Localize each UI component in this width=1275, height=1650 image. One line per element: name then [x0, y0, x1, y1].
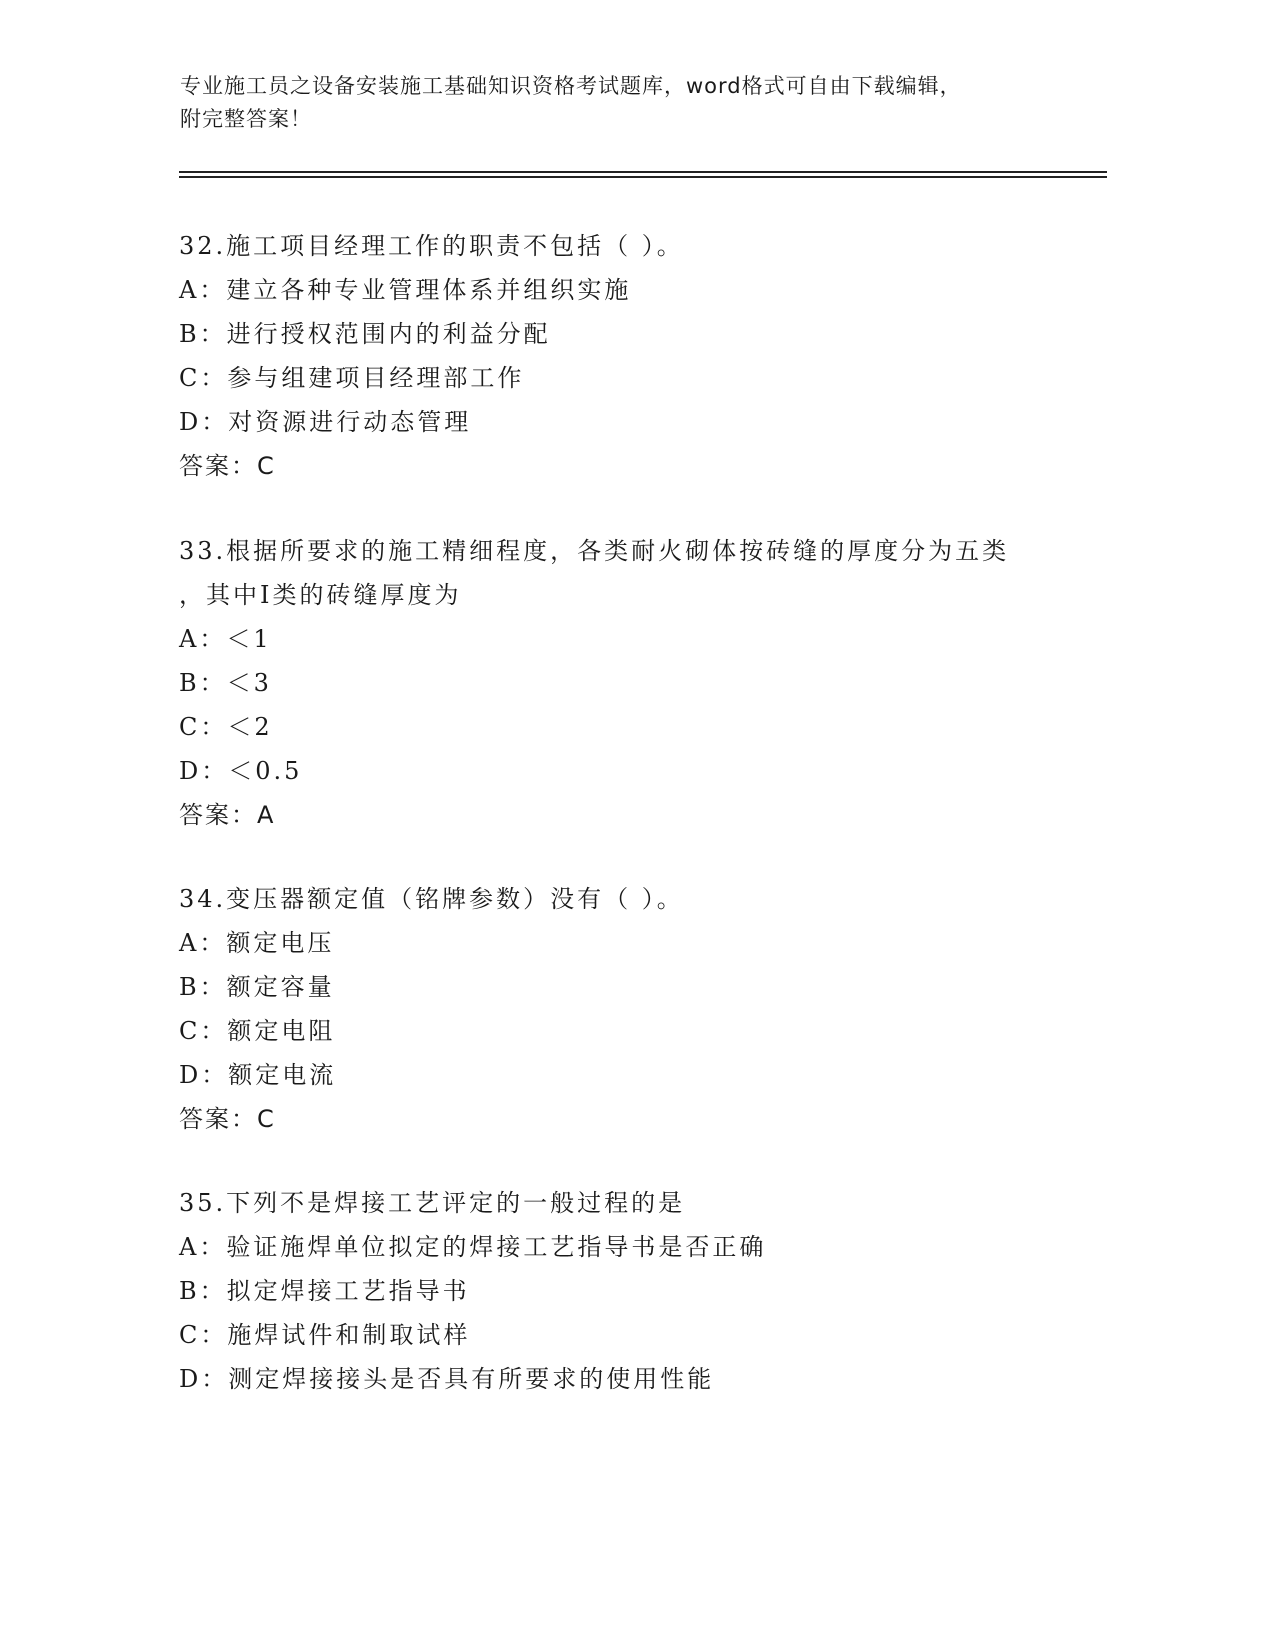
option-a: A：＜1: [179, 625, 272, 653]
option-b: B：额定容量: [179, 973, 335, 1001]
header-divider-bottom: [179, 176, 1107, 178]
question-text: 35.下列不是焊接工艺评定的一般过程的是: [179, 1189, 686, 1217]
header-line-2: 附完整答案！: [180, 107, 312, 131]
option-b: B：＜3: [179, 669, 272, 697]
question-text: 34.变压器额定值（铭牌参数）没有（ ）。: [179, 885, 684, 913]
option-d: D：额定电流: [179, 1061, 337, 1089]
option-c: C：施焊试件和制取试样: [179, 1321, 471, 1349]
answer-line: 答案：C: [179, 1105, 276, 1133]
option-d: D：对资源进行动态管理: [179, 408, 472, 436]
option-d: D：＜0.5: [179, 757, 303, 785]
question-35: [179, 1181, 1079, 1401]
option-b: B：拟定焊接工艺指导书: [179, 1277, 470, 1305]
question-text: 33.根据所要求的施工精细程度，各类耐火砌体按砖缝的厚度分为五类: [179, 537, 1010, 565]
option-d: D：测定焊接接头是否具有所要求的使用性能: [179, 1365, 715, 1393]
option-c: C：＜2: [179, 713, 273, 741]
option-c: C：参与组建项目经理部工作: [179, 364, 525, 392]
question-text-continued: ，其中Ⅰ类的砖缝厚度为: [179, 581, 462, 609]
option-a: A：验证施焊单位拟定的焊接工艺指导书是否正确: [179, 1233, 767, 1261]
option-b: B：进行授权范围内的利益分配: [179, 320, 551, 348]
answer-line: 答案：A: [179, 801, 276, 829]
option-a: A：额定电压: [179, 929, 335, 957]
option-a: A：建立各种专业管理体系并组织实施: [179, 276, 632, 304]
question-text: 32.施工项目经理工作的职责不包括（ ）。: [179, 232, 684, 260]
answer-line: 答案：C: [179, 452, 276, 480]
question-32: [179, 224, 1079, 488]
question-33: [179, 529, 1079, 837]
header-line-1: 专业施工员之设备安装施工基础知识资格考试题库，word格式可自由下载编辑，: [180, 74, 962, 98]
header-divider-top: [179, 171, 1107, 173]
document-header: [180, 70, 1040, 136]
question-34: [179, 877, 1079, 1141]
option-c: C：额定电阻: [179, 1017, 336, 1045]
